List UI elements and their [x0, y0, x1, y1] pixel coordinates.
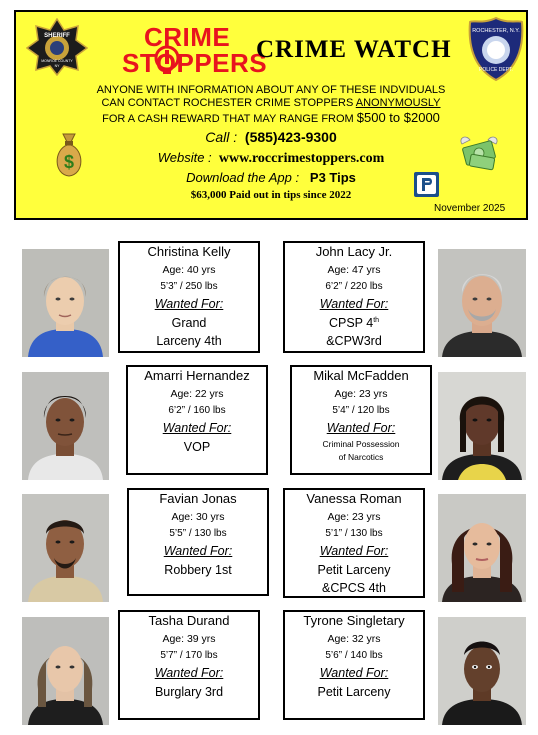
- phone-number: (585)423-9300: [244, 129, 337, 145]
- mugshot-vanessa-roman: [438, 494, 526, 602]
- charge-line-1: Robbery 1st: [164, 563, 232, 577]
- police-badge-city: ROCHESTER, N.Y.: [472, 28, 520, 34]
- mugshot-amarri-hernandez: [22, 372, 109, 480]
- money-bag-dollar: $: [63, 152, 75, 172]
- suspect-age: Age: 39 yrs: [162, 633, 216, 645]
- charge-line-1: Petit Larceny: [317, 685, 391, 699]
- app-label: Download the App :: [186, 170, 300, 185]
- website-label: Website :: [157, 150, 212, 165]
- charge-line-1: [285, 316, 423, 330]
- crime-stoppers-logo: [122, 22, 268, 84]
- app-line: [16, 170, 526, 185]
- wanted-for-label: Wanted For:: [154, 297, 224, 311]
- suspect-height-weight: 6’2” / 220 lbs: [325, 281, 383, 292]
- suspect-age: Age: 22 yrs: [170, 388, 224, 400]
- website-link[interactable]: www.roccrimestoppers.com: [218, 151, 385, 166]
- suspect-card-john-lacy-jr: [283, 241, 425, 353]
- sheriff-badge-county: MONROE COUNTY: [41, 59, 73, 63]
- charge-line-2: &CPW3rd: [326, 334, 382, 348]
- info-line-1: ANYONE WITH INFORMATION ABOUT ANY OF THESE INDVIDUALS: [96, 84, 446, 96]
- suspect-card-tyrone-singletary: [283, 610, 425, 720]
- call-line: [16, 129, 526, 145]
- mugshot-tyrone-singletary: [438, 617, 526, 725]
- police-badge-logo: [468, 16, 524, 82]
- info-line-2: [16, 97, 526, 109]
- sheriff-badge-text: SHERIFF: [44, 33, 70, 39]
- suspect-name: Tyrone Singletary: [303, 613, 405, 628]
- wanted-for-label: Wanted For:: [319, 544, 389, 558]
- mugshot-christina-kelly: [22, 249, 109, 357]
- charge-line-1: Grand: [171, 316, 207, 330]
- suspect-age: Age: 30 yrs: [171, 511, 225, 523]
- charge-line-2: &CPCS 4th: [322, 581, 386, 595]
- suspect-name: John Lacy Jr.: [315, 244, 393, 259]
- app-name: P3 Tips: [309, 170, 356, 185]
- charge-ordinal: th: [373, 316, 380, 324]
- suspect-name: Mikal McFadden: [313, 368, 409, 383]
- suspect-age: Age: 47 yrs: [327, 264, 381, 276]
- charge-line-1: Petit Larceny: [317, 563, 391, 577]
- mugshot-tasha-durand: [22, 617, 109, 725]
- suspect-height-weight: 6’2” / 160 lbs: [168, 405, 226, 416]
- website-line: [16, 150, 526, 167]
- suspect-height-weight: 5’4” / 120 lbs: [332, 405, 390, 416]
- wanted-for-label: Wanted For:: [162, 421, 232, 435]
- suspect-height-weight: 5’3” / 250 lbs: [160, 281, 218, 292]
- flying-money-icon: [456, 130, 502, 174]
- suspect-card-favian-jonas: [127, 488, 269, 596]
- wanted-for-label: Wanted For:: [326, 421, 396, 435]
- paid-out-text: $63,000 Paid out in tips since 2022: [190, 189, 352, 201]
- charge-line-2: of Narcotics: [338, 452, 384, 462]
- mugshot-mikal-mcfadden: [438, 372, 526, 480]
- crime-stoppers-word-crime: CRIME: [144, 22, 231, 52]
- wanted-for-label: Wanted For:: [154, 666, 224, 680]
- info-line-2-text: CAN CONTACT ROCHESTER CRIME STOPPERS: [101, 97, 356, 109]
- suspect-name: Amarri Hernandez: [144, 368, 250, 383]
- suspect-height-weight: 5’6” / 140 lbs: [325, 650, 383, 661]
- suspect-card-vanessa-roman: [283, 488, 425, 598]
- police-badge-dept: POLICE DEPT.: [479, 67, 513, 73]
- mugshot-favian-jonas: [22, 494, 109, 602]
- suspect-name: Christina Kelly: [147, 244, 231, 259]
- charge-line-1: Burglary 3rd: [154, 685, 224, 699]
- charge-line-1: Criminal Possession: [322, 439, 400, 449]
- call-label: Call :: [205, 129, 238, 145]
- wanted-for-label: Wanted For:: [163, 544, 233, 558]
- info-line-3-text: FOR A CASH REWARD THAT MAY RANGE FROM: [102, 113, 357, 125]
- suspect-card-mikal-mcfadden: [290, 365, 432, 475]
- sheriff-badge-logo: [26, 18, 88, 76]
- suspect-height-weight: 5’5” / 130 lbs: [169, 528, 227, 539]
- issue-date: November 2025: [434, 203, 506, 214]
- info-line-3: [16, 110, 526, 125]
- page-title: CRIME WATCH: [256, 36, 452, 63]
- charge-line-2: Larceny 4th: [156, 334, 222, 348]
- suspect-card-christina-kelly: [118, 241, 260, 353]
- wanted-for-label: Wanted For:: [319, 666, 389, 680]
- reward-amount: $500 to $2000: [356, 110, 440, 125]
- mugshot-john-lacy-jr: [438, 249, 526, 357]
- suspect-age: Age: 23 yrs: [327, 511, 381, 523]
- suspect-age: Age: 32 yrs: [327, 633, 381, 645]
- anonymously-text: ANONYMOUSLY: [355, 97, 441, 109]
- suspect-card-tasha-durand: [118, 610, 260, 720]
- suspect-name: Favian Jonas: [159, 491, 237, 506]
- crime-watch-header: [14, 10, 528, 220]
- suspect-height-weight: 5’1” / 130 lbs: [325, 528, 383, 539]
- suspect-name: Tasha Durand: [148, 613, 230, 628]
- suspect-age: Age: 23 yrs: [334, 388, 388, 400]
- suspect-height-weight: 5’7” / 170 lbs: [160, 650, 218, 661]
- suspect-name: Vanessa Roman: [306, 491, 402, 506]
- wanted-for-label: Wanted For:: [319, 297, 389, 311]
- charge-line-1-text: CPSP 4: [328, 316, 374, 330]
- charge-line-1: VOP: [183, 440, 211, 454]
- crime-stoppers-word-stoppers: STOPPERS: [122, 48, 268, 78]
- suspect-age: Age: 40 yrs: [162, 264, 216, 276]
- sheriff-badge-state: NY: [54, 64, 60, 68]
- p3-tips-app-icon[interactable]: [414, 172, 439, 197]
- money-bag-icon: [52, 130, 86, 178]
- suspect-card-amarri-hernandez: [126, 365, 268, 475]
